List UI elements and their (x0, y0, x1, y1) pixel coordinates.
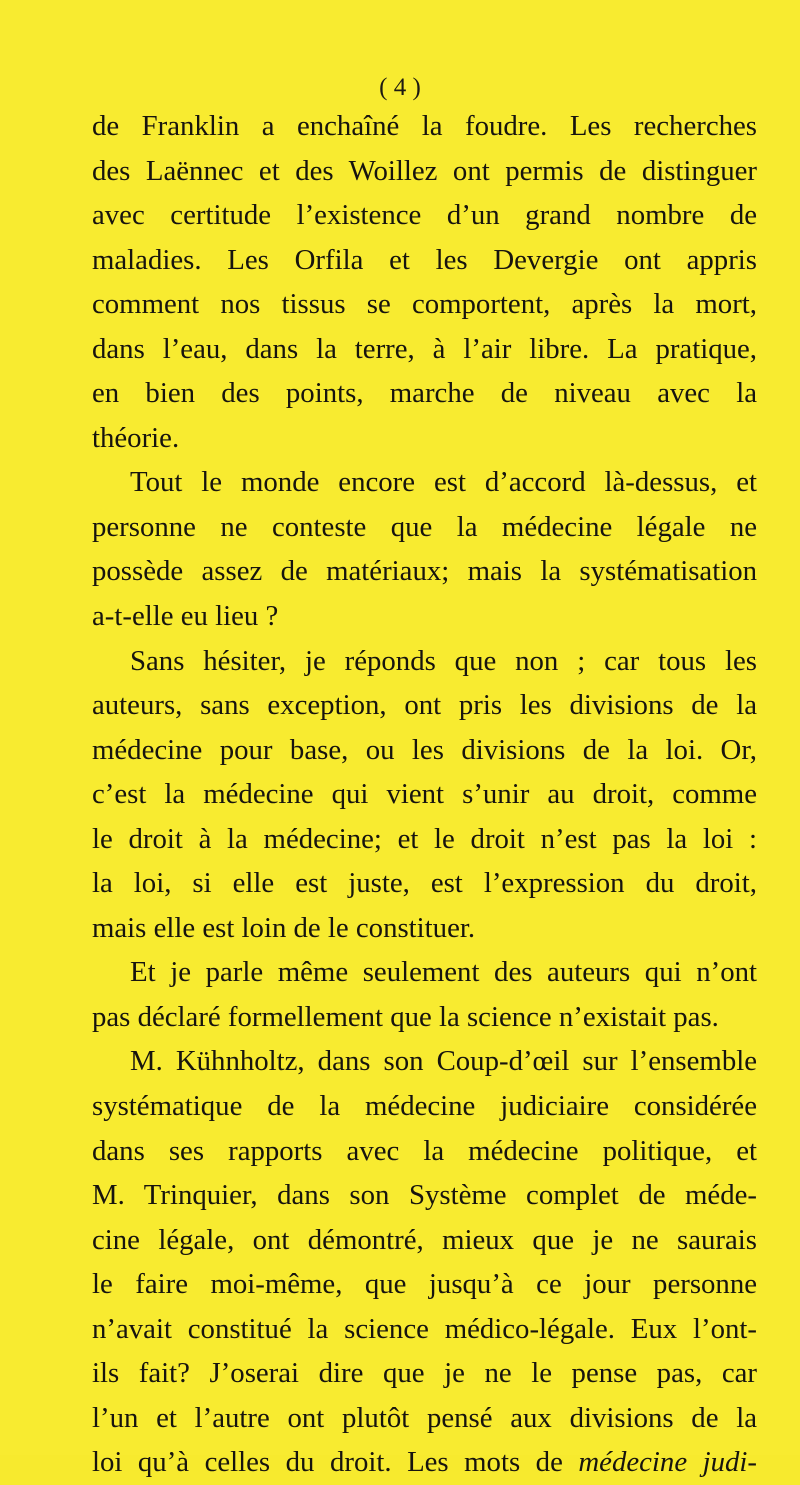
paragraph-end-line: théorie. (92, 421, 180, 454)
text-line: comment nos tissus se comportent, après la mort, (92, 288, 757, 321)
text-line: possède assez de matériaux; mais la systématisation (92, 555, 757, 588)
text-line: médecine pour base, ou les divisions de la loi. Or, (92, 733, 757, 766)
paragraph-end-line: pas déclaré formellement que la science n’existait pas. (92, 1000, 719, 1033)
paragraph-first-line: M. Kühnholtz, dans son Coup-d’œil sur l’ensemble (130, 1045, 757, 1078)
text-line: cine légale, ont démontré, mieux que je ne saurais (92, 1223, 757, 1256)
paragraph-first-line: Tout le monde encore est d’accord là-dessus, et (130, 466, 757, 499)
paragraph-end-line: mais elle est loin de le constituer. (92, 911, 476, 944)
last-line-roman: loi qu’à celles du droit. Les mots de (92, 1446, 563, 1479)
text-line: n’avait constitué la science médico-légale. Eux l’ont- (92, 1312, 757, 1345)
text-line: avec certitude l’existence d’un grand nombre de (92, 199, 757, 232)
text-line: personne ne conteste que la médecine légale ne (92, 510, 757, 543)
text-line: c’est la médecine qui vient s’unir au droit, comme (92, 778, 757, 811)
paragraph-first-line: Et je parle même seulement des auteurs qui n’ont (130, 956, 757, 989)
text-line: l’un et l’autre ont plutôt pensé aux divisions de la (92, 1401, 757, 1434)
text-line: le faire moi-même, que jusqu’à ce jour personne (92, 1268, 757, 1301)
paragraph-first-line: Sans hésiter, je réponds que non ; car tous les (130, 644, 757, 677)
text-line: dans ses rapports avec la médecine politique, et (92, 1134, 757, 1167)
text-line: maladies. Les Orfila et les Devergie ont appris (92, 243, 757, 276)
text-line: ils fait? J’oserai dire que je ne le pense pas, car (92, 1357, 757, 1390)
text-line: de Franklin a enchaîné la foudre. Les recherches (92, 110, 757, 142)
text-line: auteurs, sans exception, ont pris les divisions de la (92, 689, 757, 722)
italic-phrase: médecine judi- (578, 1446, 757, 1479)
text-line: dans l’eau, dans la terre, à l’air libre. La pratique, (92, 332, 757, 365)
paragraph-end-line: a-t-elle eu lieu ? (92, 600, 279, 633)
text-line: la loi, si elle est juste, est l’expression du droit, (92, 867, 757, 900)
last-text-line (92, 1440, 757, 1485)
page-number: ( 4 ) (379, 74, 421, 101)
text-line: systématique de la médecine judiciaire considérée (92, 1090, 757, 1123)
text-line: des Laënnec et des Woillez ont permis de distinguer (92, 154, 757, 187)
text-line: le droit à la médecine; et le droit n’est pas la loi : (92, 822, 757, 855)
text-line: M. Trinquier, dans son Système complet de méde- (92, 1179, 757, 1212)
text-line: en bien des points, marche de niveau avec la (92, 377, 757, 410)
body-text (92, 104, 757, 1485)
